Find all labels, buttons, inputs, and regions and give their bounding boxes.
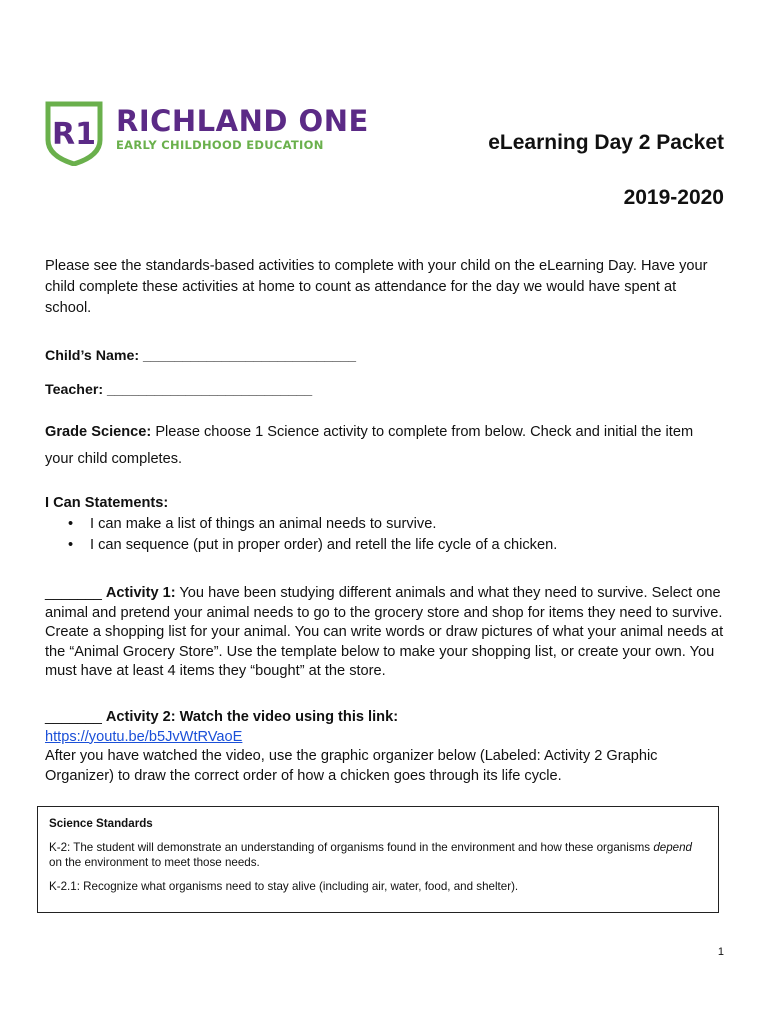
grade-science-text: Please choose 1 Science activity to complete from below. Check and initial the item your child completes. [45, 424, 694, 467]
logo-subtitle: EARLY CHILDHOOD EDUCATION [116, 138, 324, 152]
science-standards-box [37, 806, 719, 913]
activity-2-paragraph [45, 708, 725, 786]
standards-title: Science Standards [49, 817, 153, 830]
standard-k2-text-end: on the environment to meet those needs. [49, 856, 260, 869]
list-item-text: I can make a list of things an animal needs to survive. [90, 516, 437, 532]
activity-1-text: You have been studying different animals and what they need to survive. Select one animal and pretend your animal needs to go to the grocery store and shop for items they need to survive. Create a shopping list for your animal. You can write words or draw pictures of what your animal needs at the “Animal Grocery Store”. Use the template below to make your shopping list, or create your own. You must have at least 4 items they “bought” at the store. [45, 585, 724, 679]
activity-2-label: Activity 2: Watch the video using this link: [105, 709, 399, 725]
intro-paragraph: Please see the standards-based activities to complete with your child on the eLearning Day. Have your child complete these activities at home to count as attendance for the day we would have spent at school. [45, 258, 708, 316]
page-number: 1 [717, 946, 724, 958]
document-year: 2019-2020 [623, 186, 724, 209]
bullet-icon: • [68, 537, 74, 553]
standard-k2 [49, 840, 708, 870]
i-can-list [45, 514, 725, 556]
list-item [68, 535, 725, 556]
logo-title: RICHLAND ONE [116, 104, 369, 138]
r1-shield-icon [44, 100, 104, 166]
activity-1-paragraph [45, 584, 725, 682]
teacher-field[interactable]: Teacher: __________________________ [45, 382, 313, 398]
list-item-text: I can sequence (put in proper order) and retell the life cycle of a chicken. [90, 537, 558, 553]
video-link[interactable]: https://youtu.be/b5JvWtRVaoE [45, 728, 243, 745]
i-can-heading: I Can Statements: [45, 495, 169, 511]
richland-one-logo [44, 100, 369, 170]
child-name-field[interactable]: Child’s Name: ___________________________ [45, 348, 357, 364]
grade-science-paragraph [45, 419, 725, 473]
standard-k2-emphasis: depend [653, 841, 692, 854]
i-can-statements [45, 493, 725, 556]
document-title: eLearning Day 2 Packet [488, 131, 724, 154]
activity-1-checkbox-line[interactable]: _______ [45, 585, 106, 601]
activity-2-text: After you have watched the video, use the graphic organizer below (Labeled: Activity 2 Graphic Organizer) to draw the correct order of how a chicken goes through its life cycle. [45, 748, 658, 784]
standard-k2-text: K-2: The student will demonstrate an understanding of organisms found in the environment and how these organisms [49, 841, 654, 854]
standard-k2-1: K-2.1: Recognize what organisms need to stay alive (including air, water, food, and shelter). [49, 880, 519, 893]
logo-mark: R1 [52, 117, 96, 152]
activity-1-label: Activity 1: [105, 585, 176, 601]
bullet-icon: • [68, 516, 74, 532]
activity-2-checkbox-line[interactable]: _______ [45, 709, 106, 725]
list-item [68, 514, 725, 535]
grade-science-label: Grade Science: [45, 424, 152, 440]
